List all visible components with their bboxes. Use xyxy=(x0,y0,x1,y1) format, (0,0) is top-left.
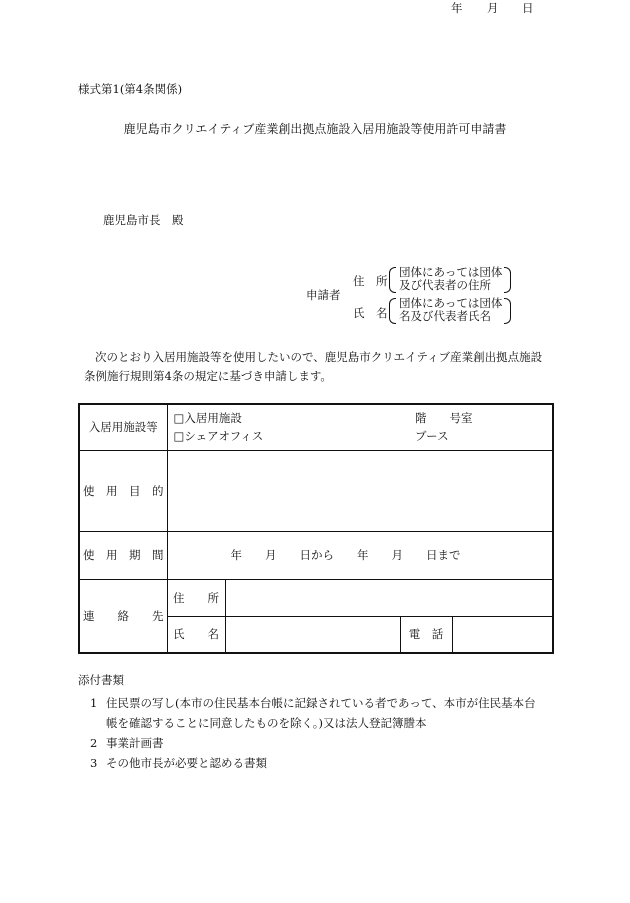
address-note-line1: 団体にあっては団体 xyxy=(399,265,503,279)
attachment-item-1 xyxy=(90,695,536,711)
contact-address-field[interactable] xyxy=(225,579,553,616)
attachment-item-3 xyxy=(90,755,267,771)
date-month-label: 月 xyxy=(487,1,499,15)
page-title: 鹿児島市クリエイティブ産業創出拠点施設入居用施設等使用許可申請書 xyxy=(123,122,507,136)
date-day-label: 日 xyxy=(522,1,534,15)
purpose-label: 使 用 目 的 xyxy=(79,450,167,531)
left-bracket-shape xyxy=(389,298,396,324)
option1-label: □入居用施設 xyxy=(173,411,242,426)
name-note-bracket xyxy=(389,297,511,323)
period-field[interactable]: 年 月 日から 年 月 日まで xyxy=(167,531,553,579)
body-line2: 条例施行規則第4条の規定に基づき申請します。 xyxy=(84,369,332,383)
attachments-title: 添付書類 xyxy=(78,673,124,687)
option2-label: □シェアオフィス xyxy=(173,429,264,444)
right-bracket-shape xyxy=(504,267,511,293)
option-residential[interactable] xyxy=(174,409,553,427)
applicant-name-label: 氏 名 xyxy=(353,306,388,320)
option1-unit: 階 号室 xyxy=(415,411,473,426)
name-note-line1: 団体にあっては団体 xyxy=(399,296,503,310)
option-share-office[interactable] xyxy=(174,427,553,445)
purpose-field[interactable] xyxy=(167,450,553,531)
form-number: 様式第1(第4条関係) xyxy=(78,82,183,96)
contact-phone-label: 電 話 xyxy=(400,616,452,653)
applicant-label: 申請者 xyxy=(306,288,341,302)
contact-phone-field[interactable] xyxy=(452,616,553,653)
applicant-address-label: 住 所 xyxy=(353,274,388,288)
date-year-label: 年 xyxy=(451,1,463,15)
body-line1: 次のとおり入居用施設等を使用したいので、鹿児島市クリエイティブ産業創出拠点施設 xyxy=(95,350,543,364)
contact-address-label: 住 所 xyxy=(167,579,225,616)
name-note-line2: 名及び代表者氏名 xyxy=(399,309,491,323)
contact-label: 連 絡 先 xyxy=(79,579,167,653)
left-bracket-shape xyxy=(389,267,396,293)
facility-label: 入居用施設等 xyxy=(79,404,167,450)
attachment-item-1-continued: 帳を確認することに同意したものを除く。)又は法人登記簿謄本 xyxy=(106,716,427,730)
application-table xyxy=(78,403,554,654)
address-note-bracket xyxy=(389,266,511,292)
option2-unit: ブース xyxy=(415,429,449,444)
attachment-item-2 xyxy=(90,735,164,751)
address-note-line2: 及び代表者の住所 xyxy=(399,278,491,292)
facility-options-cell xyxy=(167,404,553,450)
right-bracket-shape xyxy=(504,298,511,324)
period-label: 使 用 期 間 xyxy=(79,531,167,579)
attachment-number: 1 xyxy=(90,696,98,710)
attachment-text: その他市長が必要と認める書類 xyxy=(106,756,267,770)
addressee: 鹿児島市長 殿 xyxy=(103,213,184,227)
attachment-text: 事業計画書 xyxy=(106,736,164,750)
attachment-text: 住民票の写し(本市の住民基本台帳に記録されている者であって、本市が住民基本台 xyxy=(106,696,536,710)
attachment-number: 3 xyxy=(90,756,98,770)
body-text xyxy=(84,348,564,386)
contact-name-label: 氏 名 xyxy=(167,616,225,653)
contact-name-field[interactable] xyxy=(225,616,400,653)
attachment-number: 2 xyxy=(90,736,98,750)
